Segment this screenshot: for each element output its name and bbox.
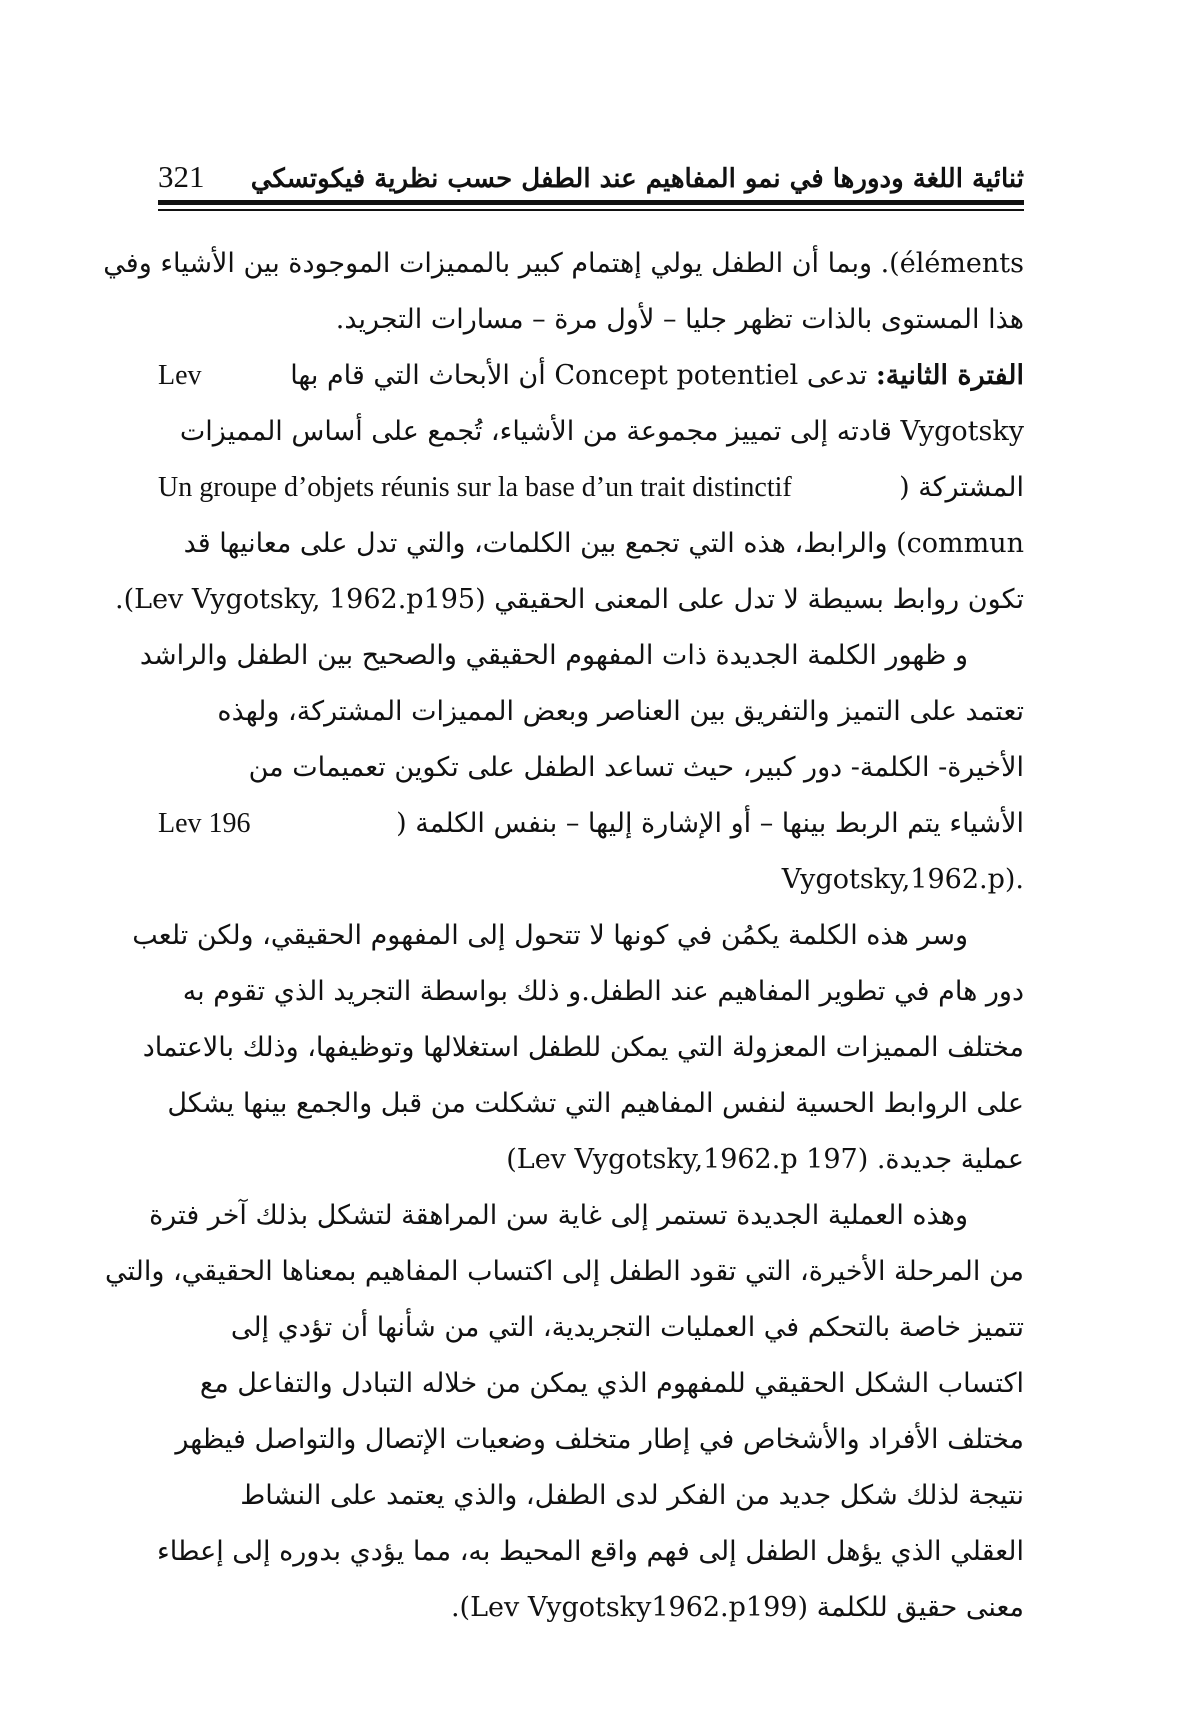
text-fragment: الأشياء يتم الربط بينها – أو الإشارة إليها – بنفس الكلمة ( — [396, 808, 1024, 839]
body-text — [103, 236, 1024, 1636]
text-line — [158, 348, 1024, 404]
text-line: commun) والرابط، هذه التي تجمع بين الكلمات، والتي تدل على معانيها قد — [183, 528, 1024, 559]
text-fragment-latin: Lev — [158, 360, 202, 391]
text-fragment: المشتركة ( — [899, 472, 1024, 503]
text-line: اكتساب الشكل الحقيقي للمفهوم الذي يمكن من خلاله التبادل والتفاعل مع — [199, 1368, 1024, 1399]
text-fragment: تدعى Concept potentiel أن الأبحاث التي قام بها — [290, 360, 868, 391]
page-number: 321 — [158, 159, 205, 194]
section-heading-line — [290, 348, 1024, 404]
text-line — [158, 796, 1024, 852]
text-fragment-latin: Un groupe d’objets réunis sur la base d’un trait distinctif — [158, 472, 792, 503]
text-line: مختلف الأفراد والأشخاص في إطار متخلف وضعيات الإتصال والتواصل فيظهر — [175, 1424, 1024, 1455]
text-line: تكون روابط بسيطة لا تدل على المعنى الحقيقي (Lev Vygotsky, 1962.p195). — [115, 584, 1024, 615]
text-line — [158, 460, 1024, 516]
text-line: تعتمد على التميز والتفريق بين العناصر وبعض المميزات المشتركة، ولهذه — [217, 696, 1024, 727]
text-line: هذا المستوى بالذات تظهر جليا – لأول مرة – مسارات التجريد. — [335, 304, 1024, 335]
running-header — [158, 150, 1024, 196]
text-line: الأخيرة- الكلمة- دور كبير، حيث تساعد الطفل على تكوين تعميمات من — [248, 752, 1024, 783]
text-line: .(Vygotsky,1962.p — [781, 864, 1024, 895]
header-rule-thin — [158, 209, 1024, 211]
text-line: على الروابط الحسية لنفس المفاهيم التي تشكلت من قبل والجمع بينها يشكل — [167, 1088, 1024, 1119]
text-line: و ظهور الكلمة الجديدة ذات المفهوم الحقيقي والصحيح بين الطفل والراشد — [139, 640, 968, 671]
text-line: وسر هذه الكلمة يكمُن في كونها لا تتحول إلى المفهوم الحقيقي، ولكن تلعب — [132, 920, 968, 951]
header-rule-thick — [158, 200, 1024, 205]
text-line: Vygotsky قادته إلى تمييز مجموعة من الأشياء، تُجمع على أساس المميزات — [179, 416, 1024, 447]
text-line: العقلي الذي يؤهل الطفل إلى فهم واقع المحيط به، مما يؤدي بدوره إلى إعطاء — [157, 1536, 1024, 1567]
text-fragment-latin: Lev 196 — [158, 808, 251, 839]
text-line: وهذه العملية الجديدة تستمر إلى غاية سن المراهقة لتشكل بذلك آخر فترة — [149, 1200, 968, 1231]
text-line: من المرحلة الأخيرة، التي تقود الطفل إلى اكتساب المفاهيم بمعناها الحقيقي، والتي — [104, 1256, 1024, 1287]
text-line: éléments). وبما أن الطفل يولي إهتمام كبير بالمميزات الموجودة بين الأشياء وفي — [103, 248, 1024, 279]
text-line: مختلف المميزات المعزولة التي يمكن للطفل استغلالها وتوظيفها، وذلك بالاعتماد — [142, 1032, 1024, 1063]
text-line: معنى حقيق للكلمة (Lev Vygotsky1962.p199). — [450, 1592, 1024, 1623]
section-heading: الفترة الثانية: — [875, 360, 1024, 391]
text-line: دور هام في تطوير المفاهيم عند الطفل.و ذلك بواسطة التجريد الذي تقوم به — [182, 976, 1024, 1007]
text-line: نتيجة لذلك شكل جديد من الفكر لدى الطفل، والذي يعتمد على النشاط — [240, 1480, 1024, 1511]
text-line: عملية جديدة. (Lev Vygotsky,1962.p 197) — [506, 1144, 1024, 1175]
text-line: تتميز خاصة بالتحكم في العمليات التجريدية، التي من شأنها أن تؤدي إلى — [230, 1312, 1024, 1343]
running-title: ثنائية اللغة ودورها في نمو المفاهيم عند الطفل حسب نظرية فيكوتسكي — [250, 164, 1024, 194]
